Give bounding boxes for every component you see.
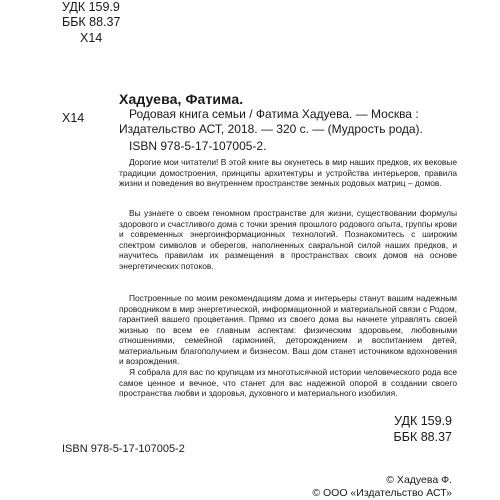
isbn-bottom: ISBN 978-5-17-107005-2 bbox=[62, 443, 185, 455]
bbk-code-top: ББК 88.37 bbox=[62, 15, 121, 29]
catalog-description: Родовая книга семьи / Фатима Хадуева. — Москва : Издательство АСТ, 2018. — 320 с. — (Мудрость рода). bbox=[119, 107, 423, 136]
udk-code-top: УДК 159.9 bbox=[62, 0, 120, 14]
annotation-paragraph: Построенные по моим рекомендациям дома и интерьеры станут вашим надежным проводником в мир энергетической, информационной и материальной связи с Родом, гарантией вашего процветания. Прямо из своего дома вы начнете управлять своей жизнью по всем ее главным аспектам: физическим здоровьем, любовными отношениями, семейной гармонией, деторождением и воспитанием детей, материальным благополучием и бизнесом. Ваш дом станет источником вдохновения и возрождения. bbox=[119, 293, 457, 367]
annotation-paragraph: Я собрала для вас по крупицам из многотысячной истории человеческого рода все самое ценное и вечное, что станет для вас надежной опорой в создании своего пространства любви и здоровья, духовного и материального изобилия. bbox=[119, 367, 457, 399]
author-sign-top: Х14 bbox=[80, 31, 103, 45]
annotation-paragraph: Вы узнаете о своем геномном пространстве для жизни, существовании формулы здорового и счастливого дома с точки зрения прошлого родового опыта, группы крови и современных энергоинформационных технологий. Познакомитесь с широким спектром символов и оберегов, наполненных сакральной силой наших предков, и научитесь правилам их размещения в пространствах своих домов на основе энергетических потоков. bbox=[119, 208, 457, 271]
author-sign: Х14 bbox=[62, 111, 85, 125]
copyright-author: © Хадуева Ф. bbox=[386, 474, 452, 486]
copyright-publisher: © ООО «Издательство АСТ» bbox=[312, 487, 452, 499]
bbk-code-bottom: ББК 88.37 bbox=[393, 430, 452, 444]
udk-code-bottom: УДК 159.9 bbox=[394, 414, 452, 428]
annotation-paragraph: Дорогие мои читатели! В этой книге вы окунетесь в мир наших предков, их вековые традиции домостроения, принципы архитектуры и устройства интерьеров, правила жизни и поведения во внутреннем пространстве земных родовых матриц – домов. bbox=[119, 157, 457, 189]
catalog-isbn: ISBN 978-5-17-107005-2. bbox=[129, 139, 267, 153]
catalog-author: Хадуева, Фатима. bbox=[119, 91, 244, 107]
